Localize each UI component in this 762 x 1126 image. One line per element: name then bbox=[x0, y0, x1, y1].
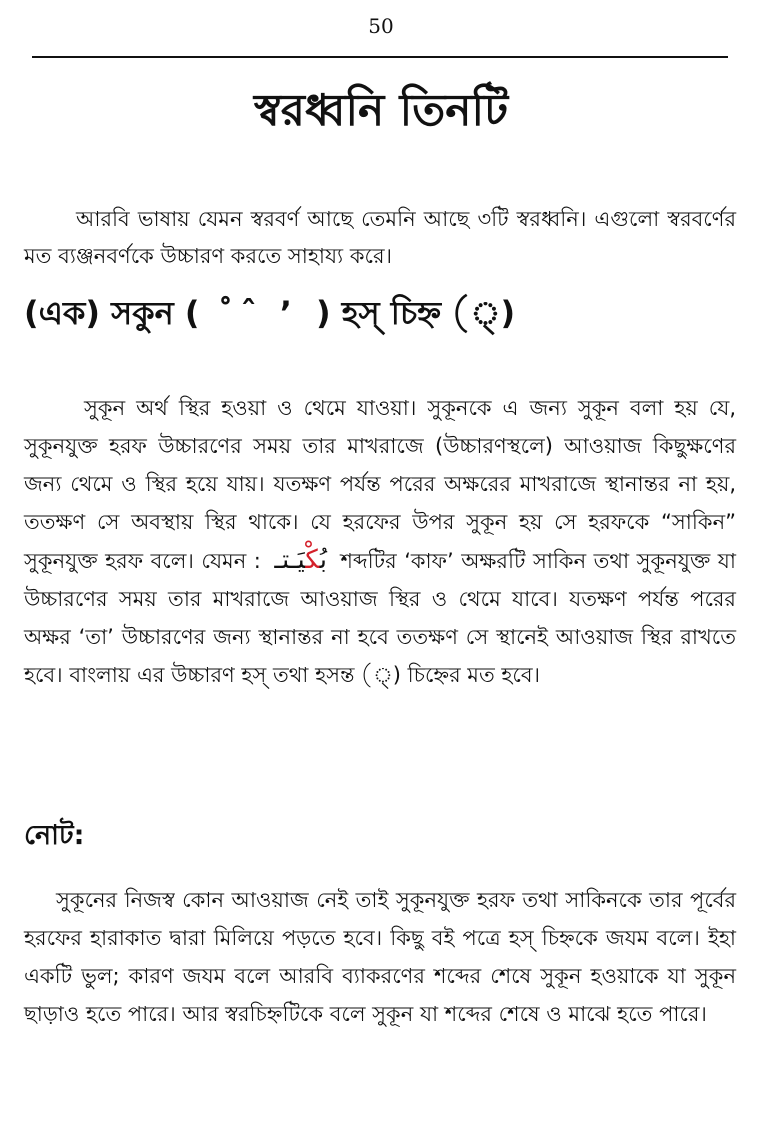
page-number: 50 bbox=[368, 14, 394, 38]
arabic-kaf-highlight: كْ bbox=[305, 545, 320, 575]
section-heading-middle: ) হস্ চিহ্ন ( bbox=[315, 294, 501, 332]
header-rule bbox=[32, 56, 728, 58]
sukun-marks: ْ ˆ ’ bbox=[217, 294, 298, 332]
arabic-letters-rest: يَـتـ bbox=[274, 545, 306, 575]
arabic-letters-start: بُ bbox=[319, 545, 327, 575]
section-heading bbox=[24, 288, 736, 338]
section-heading-prefix: (এক) সকুন ( bbox=[24, 294, 200, 332]
note-heading: নোট: bbox=[24, 820, 85, 851]
section-heading-suffix: ) bbox=[500, 294, 516, 332]
intro-paragraph: আরবি ভাষায় যেমন স্বরবর্ণ আছে তেমনি আছে ৩টি স্বরধ্বনি। এগুলো স্বরবর্ণের মত ব্যঞ্জনবর্ণকে উচ্চারণ করতে সাহায্য করে। bbox=[24, 207, 736, 268]
note-paragraph: সুকূনের নিজস্ব কোন আওয়াজ নেই তাই সুকূনযুক্ত হরফ তথা সাকিনকে তার পূর্বের হরফের হারাকাত দ্বারা মিলিয়ে পড়তে হবে। কিছু বই পত্রে হস্ চিহ্নকে জযম বলে। ইহা একটি ভুল; কারণ জযম বলে আরবি ব্যাকরণের শব্দের শেষে সুকূন হওয়াকে যা সুকূন ছাড়াও হতে পারে। আর স্বরচিহ্নটিকে বলে সুকূন যা শব্দের শেষে ও মাঝে হতে পারে। bbox=[24, 888, 736, 1026]
body-text-part1: সুকূন অর্থ স্থির হওয়া ও থেমে যাওয়া। সুকূনকে এ জন্য সুকূন বলা হয় যে, সুকূনযুক্ত হরফ উচ্চারণের সময় তার মাখরাজে (উচ্চারণস্থলে) আওয়াজ কিছুক্ষণের জন্য থেমে ও স্থির হয়ে যায়। যতক্ষণ পর্যন্ত পরের অক্ষরের মাখরাজে স্থানান্তর না হয়, ততক্ষণ সে অবস্থায় স্থির থাকে। যে হরফের উপর সুকূন হয় সে হরফকে “সাকিন” সুকূনযুক্ত হরফ বলে। যেমন : bbox=[24, 396, 736, 573]
arabic-example-word bbox=[268, 545, 333, 575]
body-text-part2: শব্দটির ‘কাফ’ অক্ষরটি সাকিন তথা সুকূনযুক্ত যা উচ্চারণের সময় তার মাখরাজে আওয়াজ স্থির ও থেমে যাবে। যতক্ষণ পর্যন্ত পরের অক্ষর ‘তা’ উচ্চারণের জন্য স্থানান্তর না হবে ততক্ষণ সে স্থানেই আওয়াজ স্থির রাখতে হবে। বাংলায় এর উচ্চারণ হস্ তথা হসন্ত (্) চিহ্নের মত হবে। bbox=[24, 549, 736, 687]
sukun-explanation-paragraph bbox=[24, 389, 736, 694]
page-title: স্বরধ্বনি তিনটি bbox=[253, 85, 509, 136]
